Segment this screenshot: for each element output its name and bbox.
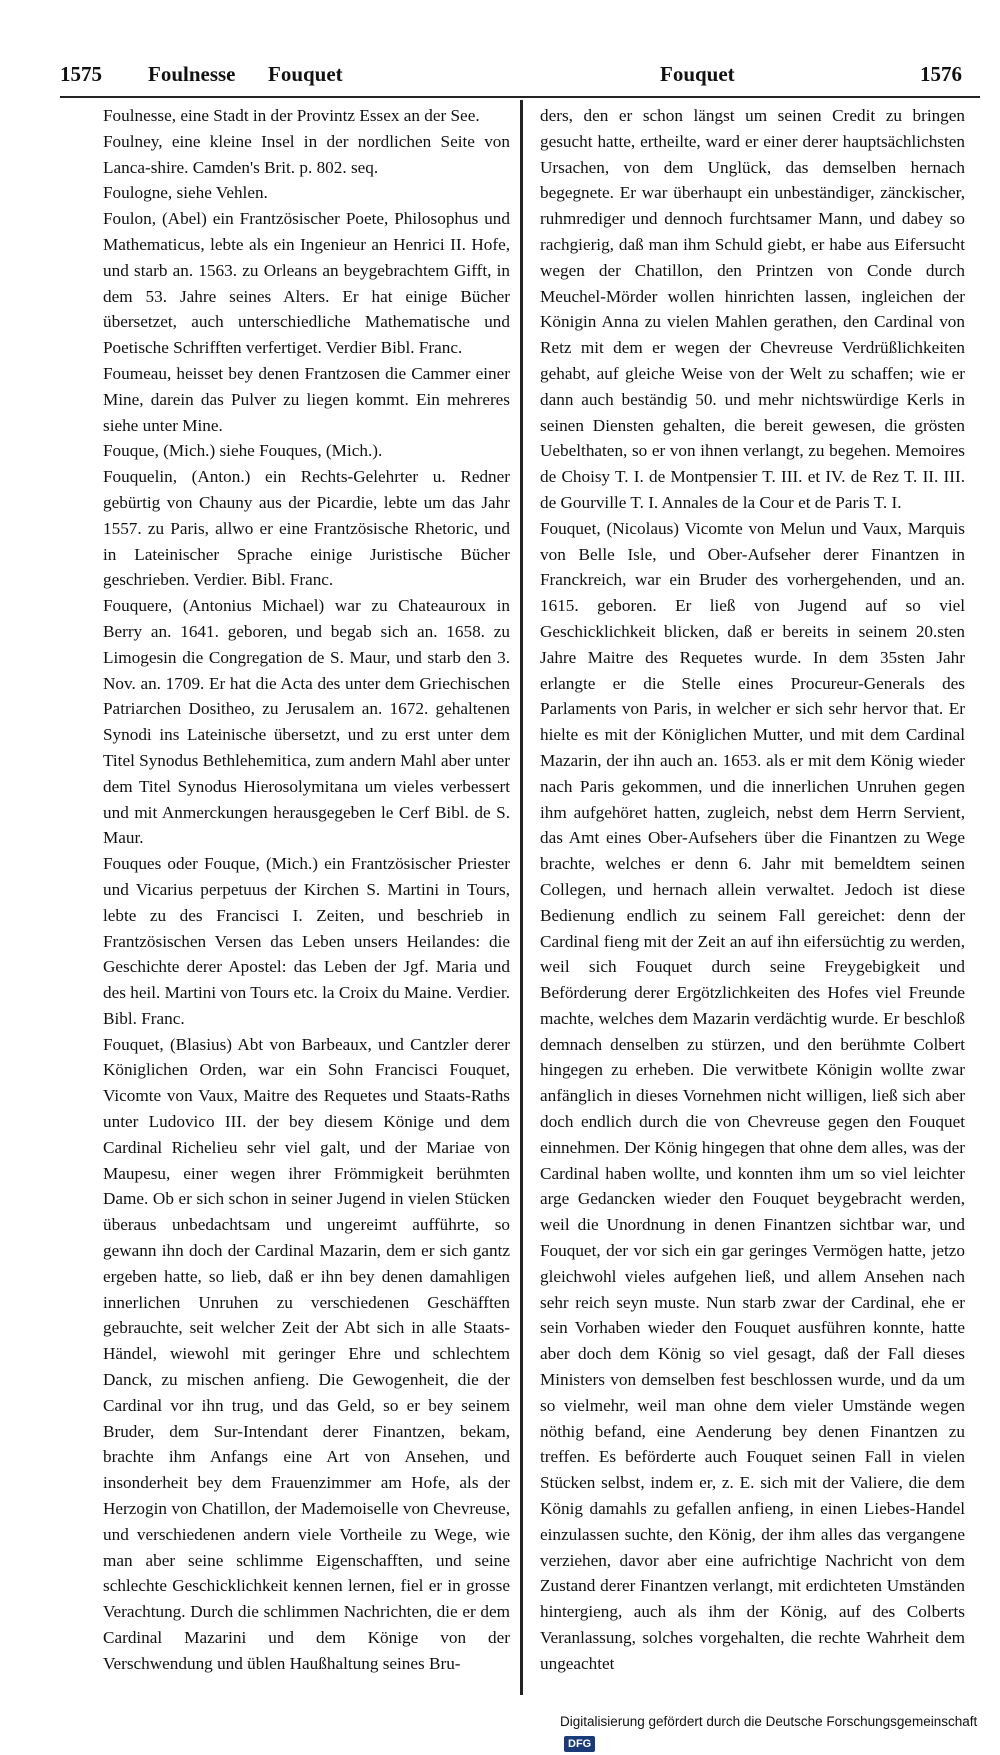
right-column [540, 103, 965, 1677]
left-headword-1: Foulnesse [148, 62, 236, 86]
entry-fouquet-blasius: Fouquet, (Blasius) Abt von Barbeaux, und Cantzler derer Königlichen Orden, war ein Sohn Francisci Fouquet, Vicomte von Vaux, Maitre des Requetes und Staats-Raths unter Ludovico III. der bey diesem Könige und dem Cardinal Richelieu sehr viel galt, und der Mariae von Maupesu, einer wegen ihrer Frömmigkeit berühmten Dame. Ob er sich schon in seiner Jugend in vielen Stücken überaus unbedachtsam und ungereimt aufführte, so gewann ihn doch der Cardinal Mazarin, dem er sich gantz ergeben hatte, so lieb, daß er ihn bey denen damahligen innerlichen Unruhen zu verschiedenen Geschäfften gebrauchte, seit welcher Zeit der Abt sich in alle Staats-Händel, wiewohl mit geringer Ehre und schlechtem Danck, zu mischen anfieng. Die Gewogenheit, die der Cardinal vor ihn trug, und das Geld, so er bey seinem Bruder, dem Sur-Intendant derer Finantzen, bekam, brachte ihm Anfangs eine Art von Ansehen, und insonderheit bey dem Frauenzimmer am Hofe, als der Herzogin von Chatillon, der Mademoiselle von Chevreuse, und verschiedenen andern viele Vortheile zu Wege, wie man aber seine schlimme Eigenschafften, und seine schlechte Geschicklichkeit kennen lernen, fiel er in grosse Verachtung. Durch die schlimmen Nachrichten, die er dem Cardinal Mazarini und dem Könige von der Verschwendung und üblen Haußhaltung seines Bru- [103, 1034, 510, 1673]
entry-foulogne: Foulogne, siehe Vehlen. [103, 183, 268, 203]
entry-fouquet-blasius-cont: ders, den er schon längst um seinen Credit zu bringen gesucht hatte, ertheilte, ward er einer derer hauptsächlichsten Ursachen, von dem Unglück, das demselben hernach begegnete. Er war überhaupt ein unbeständiger, zänckischer, ruhmrediger und dennoch furchtsamer Mann, und dabey so rachgierig, daß man ihm Schuld giebt, er habe aus Eifersucht wegen der Chatillon, den Printzen von Conde durch Meuchel-Mörder wollen hinrichten lassen, ingleichen der Königin Anna zu vielen Mahlen gerathen, den Cardinal von Retz mit dem er wegen der Chevreuse Verdrüßlichkeiten gehabt, auf gleiche Weise von der Welt zu schaffen; wie er dann auch beständig 50. und mehr nichtswürdige Kerls in seinen Diensten gehalten, die bereit gewesen, die grösten Uebelthaten, so er von ihnen verlangt, zu begehen. Memoires de Choisy T. I. de Montpensier T. III. et IV. de Rez T. II. III. de Gourville T. I. Annales de la Cour et de Paris T. I. [540, 106, 965, 512]
entry-fouque: Fouque, (Mich.) siehe Fouques, (Mich.). [103, 441, 383, 461]
left-column [103, 103, 510, 1677]
entry-foumeau: Foumeau, heisset bey denen Frantzosen die Cammer einer Mine, darein das Pulver zu liegen kommt. Ein mehreres siehe unter Mine. [103, 363, 510, 435]
header-rule [60, 96, 980, 98]
entry-foulnesse: Foulnesse, eine Stadt in der Provintz Essex an der See. [103, 106, 480, 125]
dfg-logo: DFG [564, 1736, 595, 1752]
left-headword-2: Fouquet [268, 62, 343, 86]
right-page-number: 1576 [920, 62, 962, 86]
digitization-credit [560, 1711, 980, 1751]
right-headword: Fouquet [660, 62, 735, 86]
left-page-number: 1575 [60, 62, 102, 86]
entry-fouquere: Fouquere, (Antonius Michael) war zu Chateauroux in Berry an. 1641. geboren, und begab sich an. 1658. zu Limogesin die Congregation de S. Maur, und starb den 3. Nov. an. 1709. Er hat die Acta des unter dem Griechischen Patriarchen Dositheo, zu Jerusalem an. 1672. gehaltenen Synodi ins Lateinische übersetzt, und zu erst unter dem Titel Synodus Bethlehemitica, zum andern Mahl aber unter dem Titel Synodus Hierosolymitana um vieles verbessert und mit Anmerckungen herausgegeben le Cerf Bibl. de S. Maur. [103, 596, 511, 848]
entry-fouques: Fouques oder Fouque, (Mich.) ein Frantzösischer Priester und Vicarius perpetuus der Kirchen S. Martini in Tours, lebte zu des Francisci I. Zeiten, und beschrieb in Frantzösischen Versen das Leben unsers Heilandes: die Geschichte derer Apostel: das Leben der Jgf. Maria und des heil. Martini von Tours etc. la Croix du Maine. Verdier. Bibl. Franc. [103, 854, 510, 1028]
entry-foulon: Foulon, (Abel) ein Frantzösischer Poete, Philosophus und Mathematicus, lebte als ein Ingenieur an Henrici II. Hofe, und starb an. 1563. zu Orleans an beygebrachtem Gifft, in dem 53. Jahre seines Alters. Er hat einige Bücher übersetzet, auch unterschiedliche Mathematische und Poetische Schrifften verfertiget. Verdier Bibl. Franc. [103, 209, 510, 358]
running-header [60, 62, 980, 96]
entry-fouquet-nicolaus: Fouquet, (Nicolaus) Vicomte von Melun und Vaux, Marquis von Belle Isle, und Ober-Aufseher derer Finantzen in Franckreich, war ein Bruder des vorhergehenden, und an. 1615. geboren. Er ließ von Jugend auf so viel Geschicklichkeit blicken, daß er bereits in seinem 20.sten Jahre Maitre des Requetes wurde. In dem 35sten Jahr erlangte er die Stelle eines Procureur-Generals des Parlaments von Paris, in welcher er sich sehr hervor that. Er hielte es mit der Königlichen Mutter, und mit dem Cardinal Mazarin, der ihn auch an. 1653. als er mit dem König wieder nach Paris gekommen, und die innerlichen Unruhen gegen ihm aufgehöret hatten, zugleich, nebst dem Herrn Servient, das Amt eines Ober-Aufsehers über die Finantzen zu Wege brachte, welches er denn 6. Jahr mit bemeldtem seinen Collegen, und hernach allein verwaltet. Jedoch ist diese Bedienung endlich zu seinem Fall gereichet: denn der Cardinal fieng mit der Zeit an auf ihn eifersüchtig zu werden, weil sich Fouquet durch seine Freygebigkeit und Beförderung derer Ergötzlichkeiten des Hofes viel Freunde machte, welches dem Mazarin verdächtig wurde. Er beschloß demnach denselben zu stürzen, und den berühmte Colbert hingegen zu erheben. Die verwitbete Königin wollte zwar anfänglich in dieses Vornehmen nicht willigen, ließ sich aber doch endlich durch die von Chevreuse gegen den Fouquet einnehmen. Der König hingegen that ohne dem alles, was der Cardinal haben wollte, und konnten ihm um so viel leichter arge Gedancken wieder den Fouquet beygebracht werden, weil die Unordnung in denen Finantzen sichtbar war, und Fouquet, der vor sich ein gar geringes Vermögen hatte, jetzo gleichwohl vieles aufgehen ließ, und allem Ansehen nach sehr reich seyn muste. Nun starb zwar der Cardinal, ehe er sein Vorhaben wieder den Fouquet ausführen konnte, hatte aber doch dem König so viel gesagt, daß der Fall dieses Ministers von demselben fest beschlossen wurde, und da um so vielmehr, weil man ohne dem vieler Umstände wegen nöthig befand, eine Aenderung bey denen Finantzen zu treffen. Es beförderte auch Fouquet seinen Fall in vielen Stücken selbst, indem er, z. E. sich mit der Valiere, die dem König damahls zu gefallen anfieng, in einen Liebes-Handel einzulassen suchte, den König, der ihm alles das vergangene verziehen, davor aber eine aufrichtige Nachricht von dem Zustand derer Finantzen verlangt, mit erdichteten Umständen hintergieng, auch als ihm der König, auf des Colberts Veranlassung, solches vorgehalten, die rechte Wahrheit dem ungeachtet [540, 518, 965, 1673]
column-divider [520, 100, 523, 1695]
credit-text: Digitalisierung gefördert durch die Deutsche Forschungsgemeinschaft [560, 1714, 978, 1729]
entry-foulney: Foulney, eine kleine Insel in der nordlichen Seite von Lanca-shire. Camden's Brit. p. 802. seq. [103, 131, 510, 177]
entry-fouquelin: Fouquelin, (Anton.) ein Rechts-Gelehrter u. Redner gebürtig von Chauny aus der Picardie, lebte um das Jahr 1557. zu Paris, allwo er eine Frantzösische Rhetoric, und in Lateinischer Sprache einige Juristische Bücher geschrieben. Verdier. Bibl. Franc. [103, 467, 510, 590]
